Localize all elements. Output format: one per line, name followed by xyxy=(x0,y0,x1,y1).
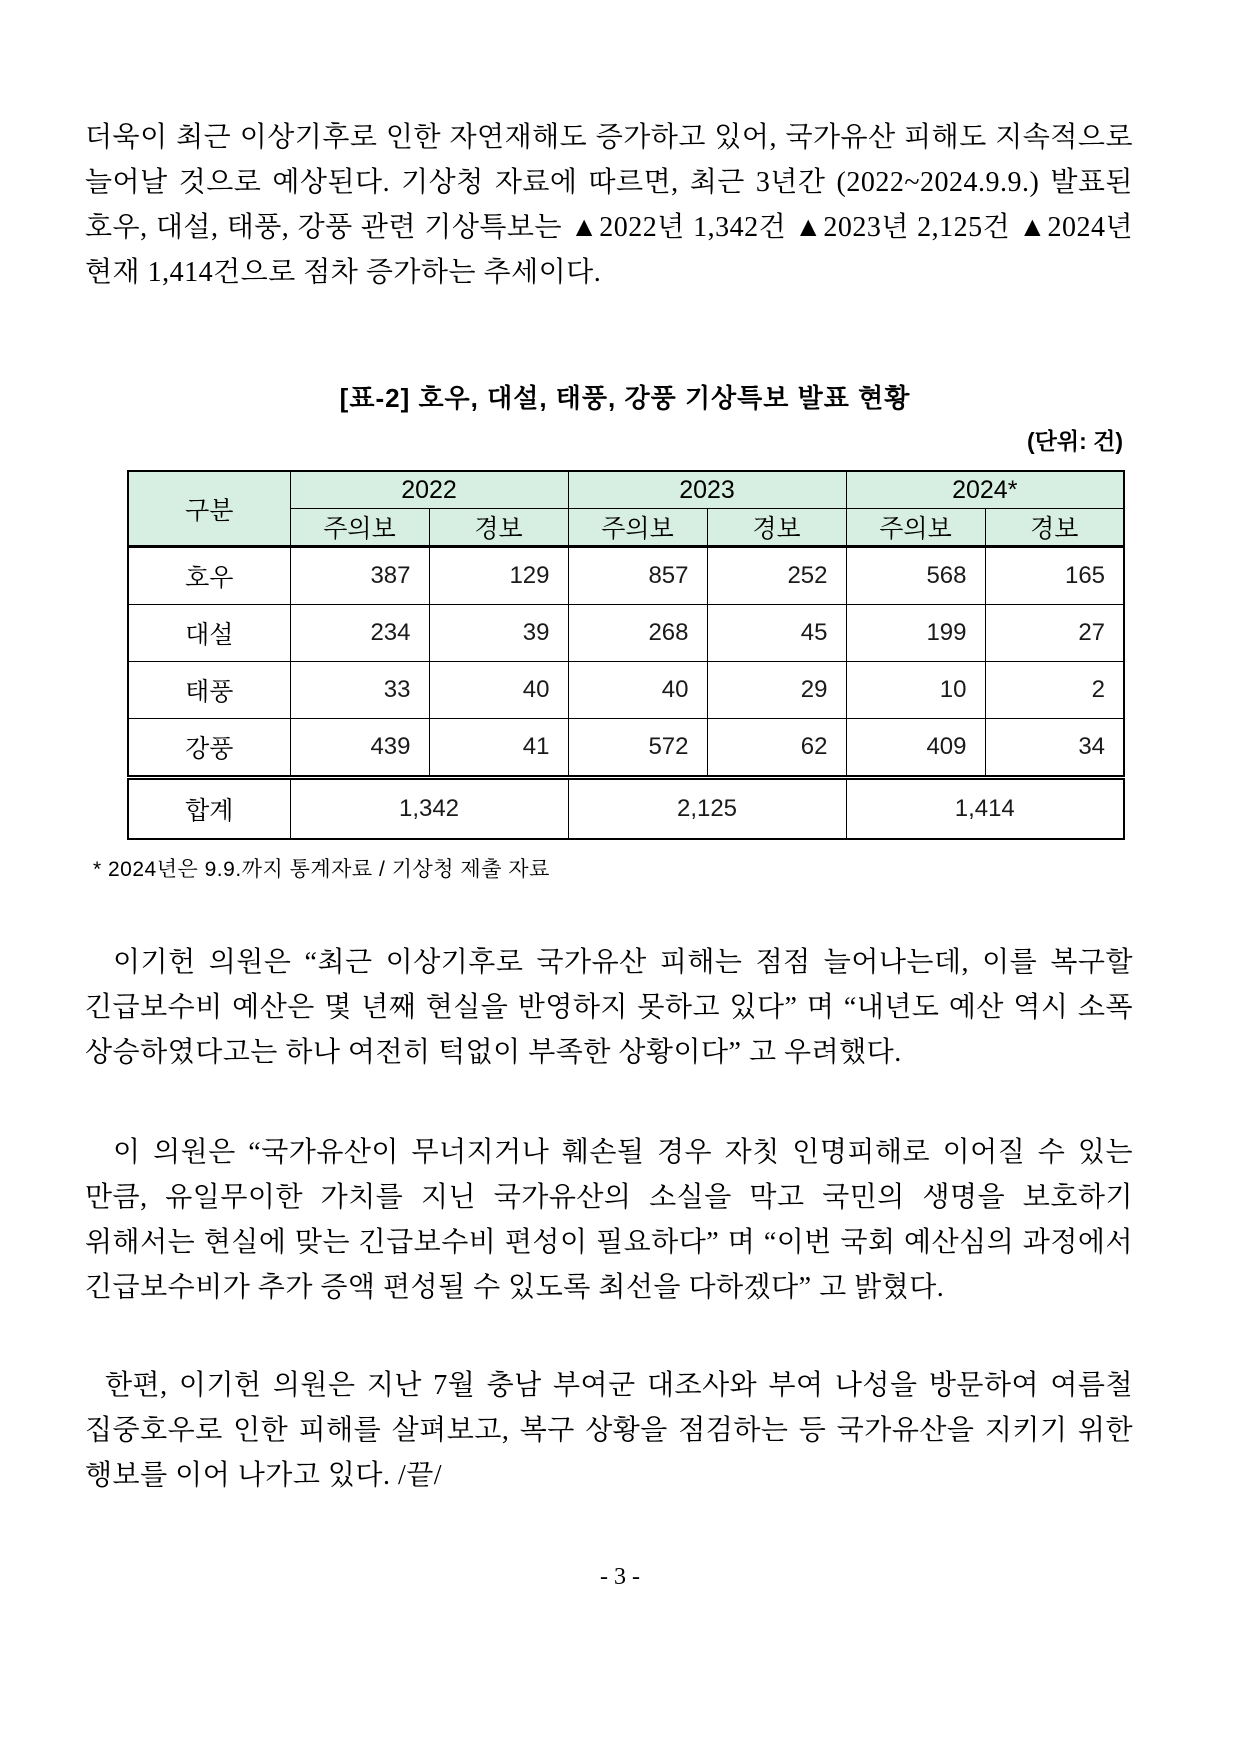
cell-value: 165 xyxy=(985,547,1124,605)
row-label: 태풍 xyxy=(128,662,290,719)
table-unit-label: (단위: 건) xyxy=(1026,428,1123,454)
cell-value: 34 xyxy=(985,719,1124,778)
paragraph-closing: 한편, 이기헌 의원은 지난 7월 충남 부여군 대조사와 부여 나성을 방문하여 여름철 집중호우로 인한 피해를 살펴보고, 복구 상황을 점검하는 등 국가유산을 지키기 위한 행보를 이어 나가고 있다. /끝/ xyxy=(85,1370,1133,1491)
page-number: - 3 - xyxy=(600,1564,640,1590)
header-cell-advisory: 주의보 xyxy=(290,509,429,547)
cell-value: 409 xyxy=(846,719,985,778)
paragraph-quote-budget: 이기헌 의원은 “최근 이상기후로 국가유산 피해는 점점 늘어나는데, 이를 복구할 긴급보수비 예산은 몇 년째 현실을 반영하지 못하고 있다” 며 “내년도 예산 역시 소폭 상승하였다고는 하나 여전히 턱없이 부족한 상황이다” 고 우려했다. xyxy=(85,947,1133,1068)
cell-value: 234 xyxy=(290,605,429,662)
row-label: 호우 xyxy=(128,547,290,605)
weather-alerts-table xyxy=(127,470,1125,840)
table-row-heavy-rain xyxy=(128,547,1124,605)
table-title: [표-2] 호우, 대설, 태풍, 강풍 기상특보 발표 현황 xyxy=(339,383,911,413)
cell-value: 2 xyxy=(985,662,1124,719)
cell-value: 40 xyxy=(568,662,707,719)
cell-value: 27 xyxy=(985,605,1124,662)
cell-value: 268 xyxy=(568,605,707,662)
header-cell-category: 구분 xyxy=(128,471,290,547)
table-header-year-row xyxy=(128,471,1124,509)
table-footnote: * 2024년은 9.9.까지 통계자료 / 기상청 제출 자료 xyxy=(93,858,550,881)
cell-value: 572 xyxy=(568,719,707,778)
header-cell-advisory: 주의보 xyxy=(846,509,985,547)
header-cell-warning: 경보 xyxy=(707,509,846,547)
cell-value: 40 xyxy=(429,662,568,719)
header-cell-advisory: 주의보 xyxy=(568,509,707,547)
row-label: 강풍 xyxy=(128,719,290,778)
cell-value: 10 xyxy=(846,662,985,719)
cell-total-2022: 1,342 xyxy=(290,778,568,840)
table-row-total xyxy=(128,778,1124,840)
row-label-total: 합계 xyxy=(128,778,290,840)
cell-value: 439 xyxy=(290,719,429,778)
header-cell-year-2024: 2024* xyxy=(846,471,1124,509)
header-cell-warning: 경보 xyxy=(429,509,568,547)
cell-value: 857 xyxy=(568,547,707,605)
table-section xyxy=(85,378,1133,885)
row-label: 대설 xyxy=(128,605,290,662)
cell-value: 387 xyxy=(290,547,429,605)
header-cell-year-2022: 2022 xyxy=(290,471,568,509)
cell-value: 62 xyxy=(707,719,846,778)
cell-total-2023: 2,125 xyxy=(568,778,846,840)
cell-value: 45 xyxy=(707,605,846,662)
cell-value: 568 xyxy=(846,547,985,605)
cell-value: 39 xyxy=(429,605,568,662)
cell-value: 33 xyxy=(290,662,429,719)
table-row-typhoon xyxy=(128,662,1124,719)
cell-value: 199 xyxy=(846,605,985,662)
cell-value: 41 xyxy=(429,719,568,778)
paragraph-quote-safety: 이 의원은 “국가유산이 무너지거나 훼손될 경우 자칫 인명피해로 이어질 수 있는 만큼, 유일무이한 가치를 지닌 국가유산의 소실을 막고 국민의 생명을 보호하기 위해서는 현실에 맞는 긴급보수비 편성이 필요하다” 며 “이번 국회 예산심의 과정에서 긴급보수비가 추가 증액 편성될 수 있도록 최선을 다하겠다” 고 밝혔다. xyxy=(85,1137,1133,1303)
paragraph-weather-intro: 더욱이 최근 이상기후로 인한 자연재해도 증가하고 있어, 국가유산 피해도 지속적으로 늘어날 것으로 예상된다. 기상청 자료에 따르면, 최근 3년간 (2022~2024.9.9.) 발표된 호우, 대설, 태풍, 강풍 관련 기상특보는 ▲2022년 1,342건 ▲2023년 2,125건 ▲2024년 현재 1,414건으로 점차 증가하는 추세이다. xyxy=(85,122,1133,288)
cell-value: 29 xyxy=(707,662,846,719)
cell-value: 252 xyxy=(707,547,846,605)
cell-value: 129 xyxy=(429,547,568,605)
header-cell-year-2023: 2023 xyxy=(568,471,846,509)
header-cell-warning: 경보 xyxy=(985,509,1124,547)
table-row-heavy-snow xyxy=(128,605,1124,662)
cell-total-2024: 1,414 xyxy=(846,778,1124,840)
table-row-strong-wind xyxy=(128,719,1124,778)
